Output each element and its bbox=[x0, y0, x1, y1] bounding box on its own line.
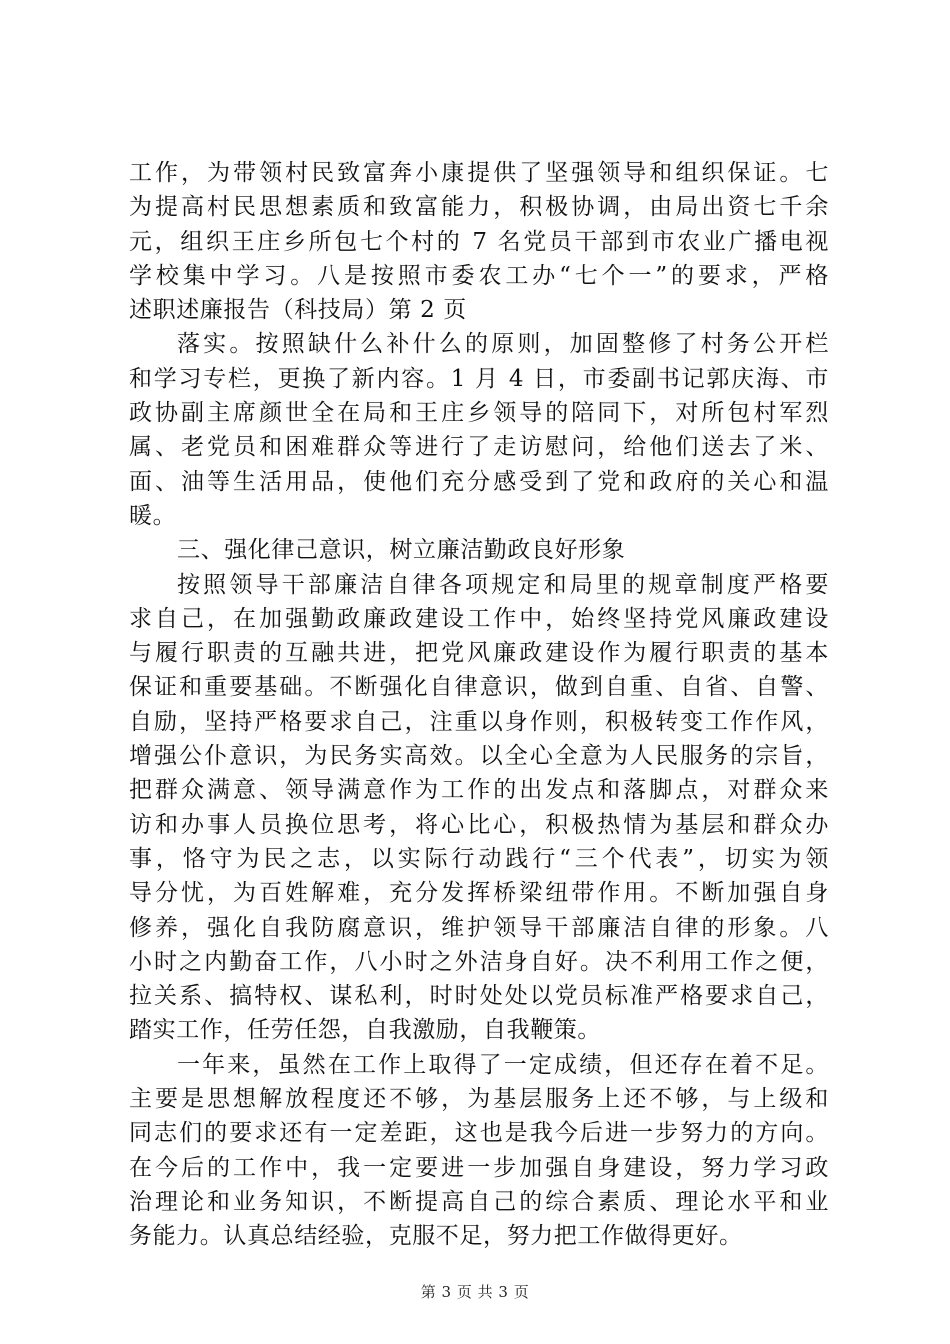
text-line: 拉关系、搞特权、谋私利，时时处处以党员标准严格要求自己， bbox=[129, 983, 829, 1010]
text-line: 把群众满意、领导满意作为工作的出发点和落脚点，对群众来 bbox=[129, 777, 829, 804]
text-line: 务能力。认真总结经验，克服不足，努力把工作做得更好。 bbox=[129, 1223, 743, 1250]
text-line: 与履行职责的互融共进，把党风廉政建设作为履行职责的基本 bbox=[129, 640, 829, 667]
text-line: 增强公仆意识，为民务实高效。以全心全意为人民服务的宗旨， bbox=[129, 743, 829, 770]
text-line: 访和办事人员换位思考，将心比心，积极热情为基层和群众办 bbox=[129, 811, 829, 838]
text-line: 在今后的工作中，我一定要进一步加强自身建设，努力学习政 bbox=[129, 1154, 829, 1181]
text-line: 一年来，虽然在工作上取得了一定成绩，但还存在着不足。 bbox=[177, 1051, 829, 1078]
text-line: 落实。按照缺什么补什么的原则，加固整修了村务公开栏 bbox=[177, 331, 829, 358]
text-line: 暖。 bbox=[129, 502, 177, 529]
text-line: 自励，坚持严格要求自己，注重以身作则，积极转变工作作风， bbox=[129, 708, 829, 735]
text-line: 元，组织王庄乡所包七个村的 7 名党员干部到市农业广播电视 bbox=[129, 228, 829, 255]
text-line: 面、油等生活用品，使他们充分感受到了党和政府的关心和温 bbox=[129, 468, 829, 495]
text-line: 和学习专栏，更换了新内容。1 月 4 日，市委副书记郭庆海、市 bbox=[129, 365, 829, 392]
text-line: 导分忧，为百姓解难，充分发挥桥梁纽带作用。不断加强自身 bbox=[129, 880, 829, 907]
text-line: 政协副主席颜世全在局和王庄乡领导的陪同下，对所包村军烈 bbox=[129, 400, 829, 427]
text-line: 同志们的要求还有一定差距，这也是我今后进一步努力的方向。 bbox=[129, 1120, 829, 1147]
text-line: 为提高村民思想素质和致富能力，积极协调，由局出资七千余 bbox=[129, 194, 829, 221]
text-line: 属、老党员和困难群众等进行了走访慰问，给他们送去了米、 bbox=[129, 434, 829, 461]
text-line: 治理论和业务知识，不断提高自己的综合素质、理论水平和业 bbox=[129, 1188, 829, 1215]
text-line: 事，恪守为民之志，以实际行动践行“三个代表”，切实为领 bbox=[129, 845, 829, 872]
text-line: 踏实工作，任劳任怨，自我激励，自我鞭策。 bbox=[129, 1017, 601, 1044]
text-line: 主要是思想解放程度还不够，为基层服务上还不够，与上级和 bbox=[129, 1086, 829, 1113]
text-line: 求自己，在加强勤政廉政建设工作中，始终坚持党风廉政建设 bbox=[129, 605, 829, 632]
running-header-line: 述职述廉报告（科技局）第 2 页 bbox=[129, 297, 467, 324]
section-heading: 三、强化律己意识，树立廉洁勤政良好形象 bbox=[177, 537, 626, 564]
text-line: 保证和重要基础。不断强化自律意识，做到自重、自省、自警、 bbox=[129, 674, 829, 701]
text-line: 工作，为带领村民致富奔小康提供了坚强领导和组织保证。七 bbox=[129, 160, 829, 186]
text-line: 小时之内勤奋工作，八小时之外洁身自好。决不利用工作之便， bbox=[129, 948, 829, 975]
text-line: 学校集中学习。八是按照市委农工办“七个一”的要求，严格 bbox=[129, 262, 829, 289]
page-footer: 第 3 页 共 3 页 bbox=[420, 1283, 530, 1301]
text-line: 按照领导干部廉洁自律各项规定和局里的规章制度严格要 bbox=[177, 571, 829, 598]
text-line: 修养，强化自我防腐意识，维护领导干部廉洁自律的形象。八 bbox=[129, 914, 829, 941]
document-body bbox=[129, 156, 829, 1254]
